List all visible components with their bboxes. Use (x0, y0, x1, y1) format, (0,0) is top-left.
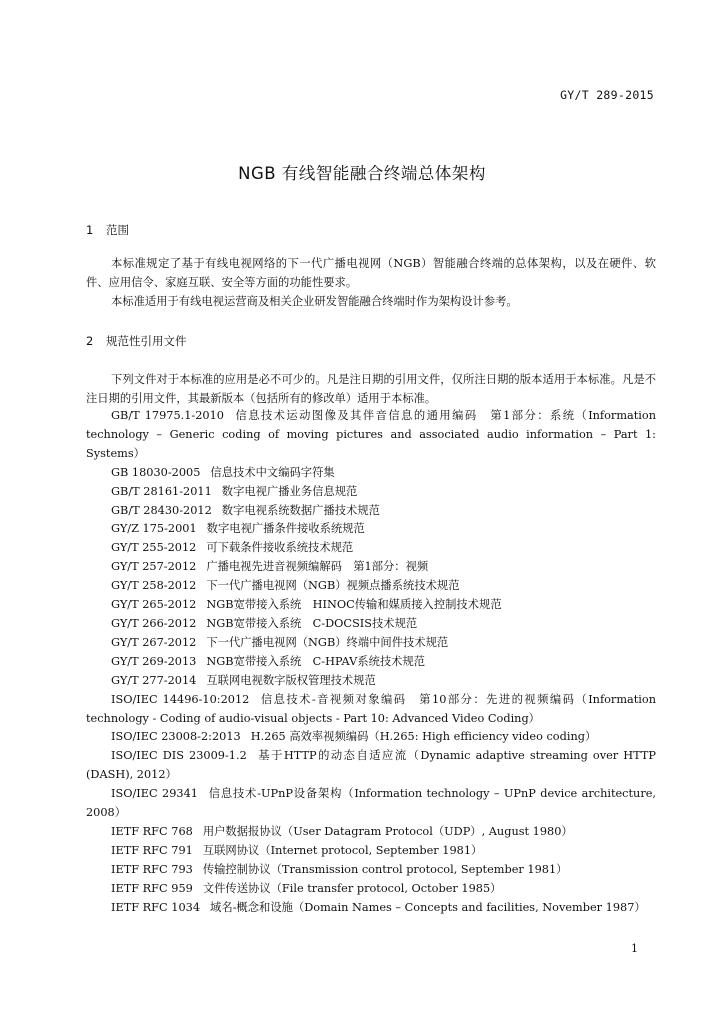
reference-item (86, 596, 656, 615)
reference-code: GY/T 269-2013 (111, 654, 197, 668)
reference-code: GY/T 265-2012 (111, 598, 197, 612)
reference-item (86, 520, 656, 539)
reference-item (86, 861, 656, 880)
reference-code: GB 18030-2005 (111, 465, 201, 479)
reference-code: GY/T 266-2012 (111, 616, 197, 630)
reference-title: 域名-概念和设施（Domain Names – Concepts and facilities, November 1987） (210, 900, 646, 914)
reference-code: IETF RFC 793 (111, 862, 193, 876)
reference-code: ISO/IEC 23008-2:2013 (111, 730, 241, 744)
section-heading-normative-references (86, 333, 187, 349)
reference-title: 数字电视广播条件接收系统规范 (206, 522, 365, 536)
section-title: 范围 (106, 223, 129, 237)
reference-code: GB/T 17975.1-2010 (111, 409, 224, 422)
reference-code: GY/T 277-2014 (111, 673, 197, 687)
reference-code: GB/T 28430-2012 (111, 503, 212, 517)
reference-item (86, 483, 656, 502)
reference-item (86, 464, 656, 483)
reference-item (86, 899, 656, 918)
reference-item (86, 747, 656, 785)
reference-code: ISO/IEC 29341 (111, 787, 198, 801)
paragraph: 本标准规定了基于有线电视网络的下一代广播电视网（NGB）智能融合终端的总体架构，以及在硬件、软件、应用信令、家庭互联、安全等方面的功能性要求。 (86, 257, 656, 289)
reference-code: IETF RFC 1034 (111, 900, 201, 914)
reference-item (86, 785, 656, 823)
reference-code: GY/Z 175-2001 (111, 522, 197, 536)
reference-code: ISO/IEC 14496-10:2012 (111, 692, 250, 706)
reference-item (86, 407, 656, 464)
reference-title: 数字电视系统数据广播技术规范 (221, 503, 380, 517)
reference-title: NGB宽带接入系统 HINOC传输和媒质接入控制技术规范 (206, 598, 502, 612)
reference-title: 信息技术-音视频对象编码 第10部分：先进的视频编码（Information technology - Coding of audio-visual objects - Part 10: Advanced Video Coding） (86, 692, 656, 725)
document-title: NGB 有线智能融合终端总体架构 (238, 164, 486, 183)
reference-code: GY/T 257-2012 (111, 560, 197, 574)
reference-code: IETF RFC 959 (111, 881, 193, 895)
reference-code: GY/T 258-2012 (111, 579, 197, 593)
reference-title: 互联网协议（Internet protocol, September 1981） (202, 843, 483, 857)
reference-title: 文件传送协议（File transfer protocol, October 1985） (202, 881, 502, 895)
reference-title: 可下载条件接收系统技术规范 (206, 541, 354, 555)
reference-item (86, 691, 656, 729)
reference-item (86, 634, 656, 653)
page-number: 1 (631, 942, 638, 955)
reference-code: GY/T 267-2012 (111, 635, 197, 649)
section-title: 规范性引用文件 (106, 334, 187, 348)
reference-title: 下一代广播电视网（NGB）终端中间件技术规范 (206, 635, 449, 649)
section-number: 1 (86, 223, 94, 237)
reference-item (86, 539, 656, 558)
reference-title: 用户数据报协议（User Datagram Protocol（UDP）, August 1980） (202, 824, 573, 838)
reference-code: IETF RFC 791 (111, 843, 193, 857)
reference-title: 基于HTTP的动态自适应流（Dynamic adaptive streaming over HTTP (DASH), 2012） (86, 749, 656, 782)
reference-code: IETF RFC 768 (111, 824, 193, 838)
reference-title: 互联网电视数字版权管理技术规范 (206, 673, 376, 687)
reference-code: GY/T 255-2012 (111, 541, 197, 555)
reference-item (86, 728, 656, 747)
section-body-scope (86, 254, 656, 311)
section-heading-scope (86, 222, 129, 238)
reference-item (86, 653, 656, 672)
paragraph: 下列文件对于本标准的应用是必不可少的。凡是注日期的引用文件，仅所注日期的版本适用于本标准。凡是不注日期的引用文件，其最新版本（包括所有的修改单）适用于本标准。 (86, 373, 656, 405)
section-body-references-intro (86, 370, 656, 408)
reference-title: 数字电视广播业务信息规范 (221, 484, 358, 498)
reference-item (86, 672, 656, 691)
paragraph: 本标准适用于有线电视运营商及相关企业研发智能融合终端时作为架构设计参考。 (111, 295, 518, 308)
reference-item (86, 558, 656, 577)
section-number: 2 (86, 334, 94, 348)
reference-item (86, 880, 656, 899)
reference-title: 传输控制协议（Transmission control protocol, September 1981） (202, 862, 568, 876)
reference-title: 信息技术运动图像及其伴音信息的通用编码 第1部分：系统（Information technology – Generic coding of moving pictures and associated audio information – Part 1: Systems） (86, 409, 656, 460)
reference-title: H.265 高效率视频编码（H.265: High efficiency video coding） (250, 730, 597, 744)
reference-title: NGB宽带接入系统 C-HPAV系统技术规范 (206, 654, 426, 668)
reference-title: NGB宽带接入系统 C-DOCSIS技术规范 (206, 616, 418, 630)
reference-title: 下一代广播电视网（NGB）视频点播系统技术规范 (206, 579, 460, 593)
reference-item (86, 615, 656, 634)
standard-code: GY/T 289-2015 (560, 88, 654, 102)
reference-item (86, 823, 656, 842)
reference-item (86, 502, 656, 521)
reference-code: GB/T 28161-2011 (111, 484, 212, 498)
reference-list (86, 407, 656, 917)
reference-title: 广播电视先进音视频编解码 第1部分：视频 (206, 560, 429, 574)
reference-code: ISO/IEC DIS 23009-1.2 (111, 749, 247, 763)
reference-item (86, 577, 656, 596)
reference-title: 信息技术-UPnP设备架构（Information technology – UPnP device architecture, 2008） (86, 787, 657, 820)
reference-title: 信息技术中文编码字符集 (210, 465, 335, 479)
reference-item (86, 842, 656, 861)
